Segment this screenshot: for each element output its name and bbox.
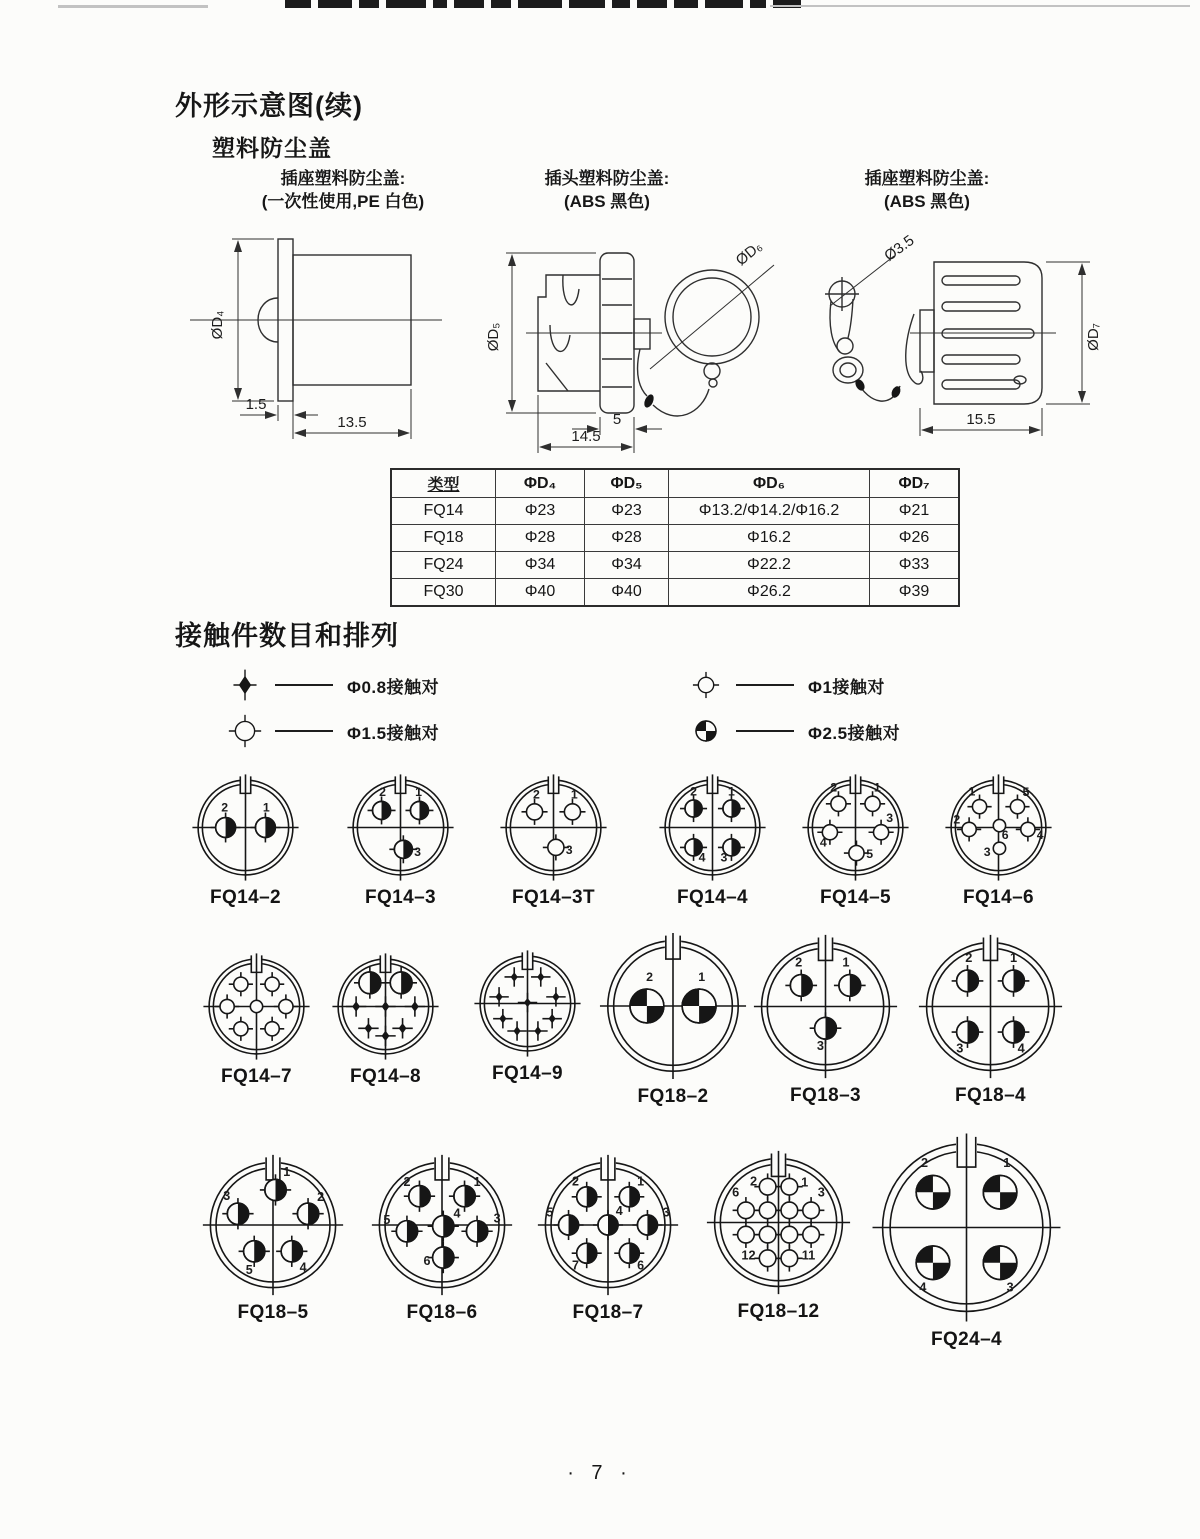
pin-number: 1	[415, 785, 422, 800]
pin-number: 4	[698, 850, 706, 865]
connector-name: FQ14–5	[819, 887, 892, 908]
pin-4	[428, 1206, 461, 1241]
connector-FQ14-2	[191, 773, 300, 909]
pin-number: 1	[968, 784, 976, 799]
pin-number: 5	[866, 846, 874, 861]
drawing-plug-abs-cover	[450, 213, 780, 458]
contacts-section-title: 接触件数目和排列	[175, 621, 399, 651]
connector-face	[598, 931, 748, 1081]
connector-face	[473, 949, 582, 1058]
pin-2	[916, 1156, 950, 1209]
pin-number: 3	[956, 1040, 964, 1056]
pin-number: 1	[637, 1174, 645, 1189]
pin-6	[732, 1184, 759, 1223]
pin-6	[993, 819, 1008, 841]
connector-FQ14-6	[944, 773, 1053, 909]
dim-cell: Φ23	[585, 498, 669, 525]
connector-FQ24-4	[870, 1131, 1063, 1351]
connector-name: FQ14–7	[220, 1066, 293, 1087]
dim-cell: Φ23	[496, 498, 585, 525]
pin-1	[682, 970, 716, 1023]
pin-number: 2	[690, 784, 697, 799]
dim-cell: Φ22.2	[669, 552, 870, 579]
pin	[798, 1221, 825, 1248]
connector-FQ18-4	[917, 933, 1064, 1107]
pin-3	[461, 1211, 500, 1246]
connector-FQ18-3	[752, 933, 899, 1107]
connector-face	[331, 952, 440, 1061]
subsection-title: 塑料防尘盖	[212, 135, 332, 161]
pin-number: 3	[816, 1037, 824, 1053]
connector-name: FQ14–9	[491, 1063, 564, 1084]
type-cell: FQ14	[391, 498, 496, 525]
caption-line: 插座塑料防尘盖:	[864, 169, 990, 188]
pin-number: 3	[886, 810, 894, 825]
pin	[505, 967, 524, 986]
pin-4	[817, 820, 842, 850]
pin-number: 3	[720, 850, 728, 865]
dim-cell: Φ28	[585, 525, 669, 552]
drawing-receptacle-pe-cover	[170, 225, 460, 445]
connector-name: FQ14–3	[364, 887, 437, 908]
pin-4	[1016, 817, 1044, 842]
legend-dash	[736, 730, 794, 732]
pin-number: 2	[533, 787, 540, 802]
caption-line: (ABS 黑色)	[564, 191, 650, 211]
pin-number: 1	[283, 1165, 291, 1180]
pin-number: 4	[1036, 827, 1044, 842]
dim-label-flange: 1.5	[245, 396, 267, 413]
pin	[260, 972, 284, 996]
legend-right-column	[686, 662, 900, 754]
connector-FQ18-7	[536, 1153, 680, 1324]
connector-FQ14-7	[202, 952, 311, 1088]
pin	[493, 1009, 512, 1028]
connector-name: FQ18–6	[406, 1302, 478, 1323]
pin	[528, 1021, 547, 1040]
column-header: ΦD₆	[669, 469, 870, 498]
pin-number: 7	[571, 1258, 579, 1273]
pin-2	[292, 1190, 324, 1229]
pin	[507, 1021, 526, 1040]
pin	[518, 993, 537, 1012]
dim-label-d7: ØD₇	[1085, 323, 1102, 351]
pin-3	[952, 1016, 984, 1055]
pin-1	[559, 788, 585, 825]
pin-5	[239, 1236, 270, 1277]
table-row	[391, 525, 959, 552]
pin-number: 5	[1022, 785, 1030, 800]
dim-cell: Φ33	[870, 552, 960, 579]
connector-name: FQ14–4	[676, 887, 749, 908]
legend-dash	[275, 684, 333, 686]
pin-4	[276, 1236, 307, 1275]
connector-name: FQ18–5	[237, 1302, 309, 1323]
pin-6	[614, 1238, 644, 1272]
connector-FQ14-5	[801, 773, 910, 909]
pin-number: 6	[732, 1184, 740, 1200]
pin-number: 2	[830, 780, 838, 795]
legend-label: Φ0.8接触对	[347, 677, 440, 697]
pin-2	[368, 785, 396, 824]
connector-face	[202, 952, 311, 1061]
connector-face	[370, 1153, 514, 1297]
pin-number: 4	[453, 1206, 461, 1221]
caption-line: 插座塑料防尘盖:	[280, 169, 406, 188]
dim-cell: Φ34	[496, 552, 585, 579]
pin	[250, 1000, 262, 1012]
pin-number: 3	[983, 844, 991, 859]
pin	[229, 972, 253, 996]
connector-face	[705, 1149, 852, 1296]
pin-number: 3	[817, 1184, 825, 1200]
table-header-row	[391, 469, 959, 498]
pin	[229, 1017, 253, 1041]
pin-number: 1	[1009, 949, 1018, 965]
pin-number: 6	[1001, 827, 1009, 842]
pin-3	[983, 1246, 1017, 1294]
pin-5	[1005, 785, 1029, 819]
pin-number: 5	[245, 1262, 253, 1277]
dim-cell: Φ28	[496, 525, 585, 552]
pin-number: 2	[921, 1156, 929, 1171]
pin-number: 12	[741, 1247, 756, 1263]
pin-number: 1	[698, 970, 706, 985]
pin-number: 3	[493, 1211, 501, 1226]
pin	[542, 1009, 561, 1028]
header-rule-right	[770, 5, 1190, 7]
pin-number: 2	[646, 970, 653, 985]
pin-number: 5	[546, 1205, 554, 1220]
pin-1	[405, 785, 433, 824]
pin-3	[984, 842, 1006, 859]
connector-face	[944, 773, 1053, 882]
pin-1	[250, 800, 280, 842]
column-header: ΦD₇	[870, 469, 960, 498]
column-header: 类型	[391, 469, 496, 498]
pin-2	[952, 950, 984, 997]
table-row	[391, 552, 959, 579]
pin-number: 3	[223, 1188, 231, 1203]
connector-FQ18-6	[370, 1153, 514, 1324]
pin-11	[776, 1245, 815, 1272]
caption-receptacle-abs	[812, 168, 1042, 214]
legend-item	[686, 708, 900, 754]
connector-FQ14-3T	[499, 773, 608, 909]
pin-1	[983, 1156, 1017, 1209]
pin-number: 1	[1003, 1156, 1011, 1171]
dim-label-d4: ØD₄	[209, 310, 226, 340]
dim-label-d6: ØD₆	[732, 237, 766, 270]
connector-name: FQ18–12	[737, 1301, 820, 1322]
dim-label-length: 15.5	[966, 411, 996, 428]
pin-number: 2	[750, 1173, 758, 1189]
table-row	[391, 579, 959, 607]
caption-line: 插头塑料防尘盖:	[544, 169, 670, 188]
connector-face	[536, 1153, 680, 1297]
connector-face	[201, 1153, 345, 1297]
quarter-icon	[686, 711, 726, 751]
caption-line: (一次性使用,PE 白色)	[261, 191, 425, 211]
pin	[531, 967, 550, 986]
pin-3	[222, 1189, 253, 1229]
legend-label: Φ2.5接触对	[808, 723, 901, 743]
pin-number: 2	[965, 949, 973, 965]
pin-4	[916, 1246, 950, 1294]
pin-3	[543, 834, 573, 860]
pin-number: 1	[801, 1174, 809, 1190]
pin-number: 2	[403, 1175, 411, 1190]
page-number: · 7 ·	[567, 1462, 633, 1484]
dim-cell: Φ26.2	[669, 579, 870, 607]
pin-4	[998, 1016, 1030, 1055]
pin-number: 1	[262, 800, 270, 815]
legend-item	[225, 708, 439, 754]
pin-number: 2	[571, 1174, 579, 1189]
connector-face	[801, 773, 910, 882]
connector-name: FQ14–8	[349, 1066, 422, 1087]
connector-face	[870, 1131, 1063, 1324]
connector-face	[658, 773, 767, 882]
pin-number: 5	[383, 1212, 391, 1227]
pin-3	[798, 1184, 825, 1223]
pin-number: 1	[570, 787, 578, 802]
connector-face	[917, 933, 1064, 1080]
connector-face	[499, 773, 608, 882]
connector-FQ14-8	[331, 952, 440, 1088]
pin-number: 4	[1017, 1040, 1025, 1056]
cover-size-table	[390, 468, 960, 607]
header-text-fragments	[285, 0, 801, 8]
cross-small-icon	[686, 665, 726, 705]
pin	[274, 994, 298, 1018]
pin-number: 1	[873, 780, 881, 795]
pin-number: 1	[842, 954, 850, 970]
pin	[215, 994, 239, 1018]
pin-2	[572, 1175, 602, 1212]
pin-number: 2	[953, 812, 961, 827]
connector-FQ14-3	[346, 773, 455, 909]
dim-cell: Φ26	[870, 525, 960, 552]
pin-6	[423, 1242, 458, 1273]
pin-3	[389, 835, 421, 863]
pin-2	[403, 1175, 435, 1212]
pin-number: 2	[379, 785, 386, 800]
cross-icon	[225, 711, 265, 751]
pin-number: 4	[919, 1280, 927, 1295]
dim-cell: Φ16.2	[669, 525, 870, 552]
dim-cell: Φ21	[870, 498, 960, 525]
connector-name: FQ14–6	[962, 887, 1035, 908]
dim-cell: Φ13.2/Φ14.2/Φ16.2	[669, 498, 870, 525]
dim-cell: Φ40	[585, 579, 669, 607]
dim-cell: Φ34	[585, 552, 669, 579]
dim-cell: Φ39	[870, 579, 960, 607]
pin-number: 4	[615, 1203, 623, 1218]
caption-receptacle-pe	[228, 168, 458, 214]
caption-plug-abs	[492, 168, 722, 214]
pin-number: 4	[819, 835, 827, 850]
pin-7	[572, 1238, 602, 1272]
pin-number: 2	[221, 800, 229, 815]
pin-number: 6	[637, 1258, 645, 1273]
pin-number: 1	[473, 1175, 481, 1190]
legend-item	[225, 662, 439, 708]
legend-item	[686, 662, 900, 708]
caption-line: (ABS 黑色)	[884, 191, 970, 211]
connector-FQ18-2	[598, 931, 748, 1108]
connector-name: FQ18–4	[954, 1085, 1027, 1106]
legend-left-column	[225, 662, 439, 754]
connector-name: FQ18–3	[789, 1085, 862, 1106]
connector-name: FQ14–3T	[511, 887, 596, 908]
column-header: ΦD₅	[585, 469, 669, 498]
pin-2	[211, 800, 241, 842]
connector-name: FQ18–2	[637, 1086, 709, 1107]
pin	[375, 996, 395, 1016]
pin-2	[630, 970, 664, 1023]
pin-1	[998, 950, 1030, 997]
legend-dash	[275, 730, 333, 732]
type-cell: FQ30	[391, 579, 496, 607]
connector-name: FQ18–7	[572, 1302, 644, 1323]
dim-label-cap: 5	[612, 411, 622, 428]
connector-FQ18-12	[705, 1149, 852, 1323]
connector-face	[752, 933, 899, 1080]
connector-FQ14-4	[658, 773, 767, 909]
dim-label-d5: ØD₅	[485, 322, 502, 352]
pin	[346, 996, 366, 1016]
column-header: ΦD₄	[496, 469, 585, 498]
type-cell: FQ24	[391, 552, 496, 579]
legend-label: Φ1.5接触对	[347, 723, 440, 743]
table-row	[391, 498, 959, 525]
pin-5	[844, 841, 873, 866]
connector-face	[191, 773, 300, 882]
pin	[260, 1017, 284, 1041]
dim-label-length: 13.5	[337, 414, 367, 431]
connector-name: FQ14–2	[209, 887, 282, 908]
pin-number: 1	[728, 784, 735, 799]
type-cell: FQ18	[391, 525, 496, 552]
connector-FQ14-9	[473, 949, 582, 1085]
dim-label-length: 14.5	[571, 428, 601, 445]
legend-dash	[736, 684, 794, 686]
pin-number: 3	[662, 1205, 670, 1220]
pin-number: 2	[317, 1190, 325, 1205]
pin-number: 6	[423, 1254, 431, 1269]
pin-5	[383, 1213, 422, 1247]
pin-2	[521, 788, 547, 825]
header-rule-left	[58, 5, 208, 8]
connector-FQ18-5	[201, 1153, 345, 1324]
diamond-icon	[225, 665, 265, 705]
connector-face	[346, 773, 455, 882]
pin-number: 3	[1006, 1280, 1014, 1295]
pin-number: 11	[801, 1247, 816, 1263]
legend-label: Φ1接触对	[808, 677, 885, 697]
connector-name: FQ24–4	[930, 1329, 1003, 1350]
page-title: 外形示意图(续)	[175, 91, 363, 121]
pin-12	[741, 1245, 781, 1272]
pin-number: 3	[565, 843, 573, 858]
pin-number: 4	[299, 1260, 307, 1275]
dim-cell: Φ40	[496, 579, 585, 607]
pin-1	[776, 1173, 808, 1200]
pin-number: 3	[414, 844, 421, 859]
pin	[405, 996, 425, 1016]
dim-label-hole: Ø3.5	[881, 231, 918, 265]
drawing-receptacle-abs-cover	[790, 222, 1130, 457]
pin-number: 2	[795, 954, 803, 970]
